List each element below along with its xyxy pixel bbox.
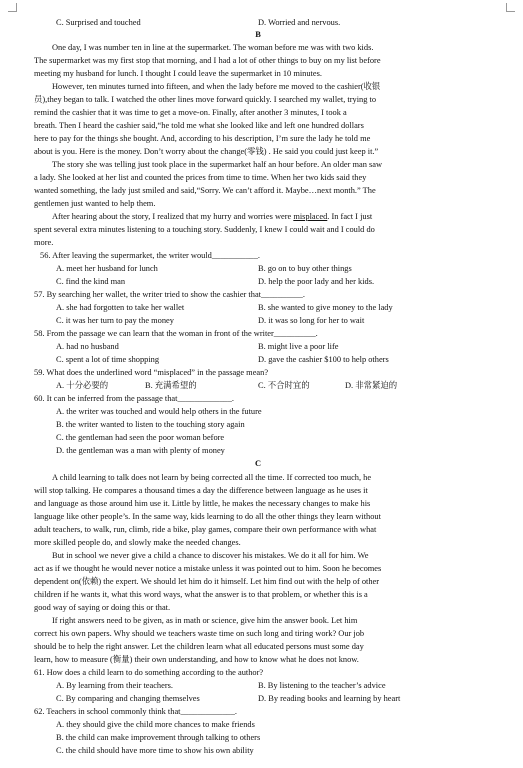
passage-b-line: meeting my husband for lunch. I thought I could leave the supermarket in 10 minutes. (34, 69, 322, 78)
passage-b-line: here to pay for the things she bought. And, according to his description, I’m sure the lady he told me (34, 134, 371, 143)
passage-c-line: act as if we thought he would never notice a mistake unless it was pointed out to him. Soon he becomes (34, 564, 382, 573)
passage-c-line: good way of saying or doing this or that. (34, 603, 171, 612)
passage-b-line: breath. Then I heard the cashier said,“he told me what she looked like and left one hundred dollars (34, 121, 364, 130)
crop-mark-top-right (506, 3, 515, 12)
q60-option-a[interactable]: A. the writer was touched and would help others in the future (56, 407, 262, 416)
q62-option-c[interactable]: C. the child should have more time to show his own ability (56, 746, 254, 755)
passage-b-line: gentlemen just wanted to help them. (34, 199, 156, 208)
passage-c-line: more skilled people do, and slowly make the needed changes. (34, 538, 241, 547)
crop-mark-top-left (8, 3, 17, 12)
q58-option-b[interactable]: B. might live a poor life (258, 342, 339, 351)
q59-option-d[interactable]: D. 非常紧迫的 (345, 381, 398, 390)
q61-option-d[interactable]: D. By reading books and learning by heart (258, 694, 401, 703)
q56-option-a[interactable]: A. meet her husband for lunch (56, 264, 158, 273)
passage-b-line: The supermarket was my first stop that morning, and I had a lot of other things to buy on my list before (34, 56, 381, 65)
question-stem-59: 59. What does the underlined word “misplaced” in the passage mean? (34, 368, 269, 377)
q62-option-a[interactable]: A. they should give the child more chances to make friends (56, 720, 255, 729)
option-d-previous[interactable]: D. Worried and nervous. (258, 18, 341, 27)
passage-c-line: language like other people’s. In the same way, kids learning to do all the other things they learn without (34, 512, 381, 521)
passage-b-line: spent several extra minutes listening to a touching story. Suddenly, I knew I could wait and I could do (34, 225, 375, 234)
q58-option-c[interactable]: C. spent a lot of time shopping (56, 355, 160, 364)
passage-b-line: remind the cashier that it was time to get a move-on. Finally, after another 3 minutes, I took a (34, 108, 347, 117)
q58-option-d[interactable]: D. gave the cashier $100 to help others (258, 355, 389, 364)
q56-option-d[interactable]: D. help the poor lady and her kids. (258, 277, 375, 286)
q57-option-c[interactable]: C. it was her turn to pay the money (56, 316, 174, 325)
passage-b-line: more. (34, 238, 54, 247)
q61-option-c[interactable]: C. By comparing and changing themselves (56, 694, 200, 703)
q59-option-a[interactable]: A. 十分必要的 (56, 381, 109, 390)
passage-c-line: If right answers need to be given, as in math or science, give him the answer book. Let him (52, 616, 358, 625)
passage-b-line: a lady. She looked at her list and counted the prices from time to time. When her two kids said they (34, 173, 367, 182)
q59-option-b[interactable]: B. 充满希望的 (145, 381, 197, 390)
passage-c-line: A child learning to talk does not learn by being corrected all the time. If corrected too much, he (52, 473, 372, 482)
passage-c-line: and language as those around him use it. Little by little, he makes the necessary changes to make his (34, 499, 371, 508)
passage-c-line: will stop talking. He compares a thousand times a day the difference between language as he uses it (34, 486, 368, 495)
passage-c-line: adult teachers, to walk, run, climb, ride a bike, play games, compare their own performance with what (34, 525, 377, 534)
q56-option-c[interactable]: C. find the kind man (56, 277, 126, 286)
section-heading-c: C (254, 459, 262, 468)
passage-c-line: learn, how to measure (衡量) their own understanding, and how to know what he does not know. (34, 655, 359, 664)
passage-b-line: 员),they began to talk. I watched the other lines move forward quickly. I searched my wallet, trying to (34, 95, 377, 104)
underlined-word-misplaced: misplaced (293, 212, 328, 221)
q61-option-b[interactable]: B. By listening to the teacher’s advice (258, 681, 386, 690)
q57-option-b[interactable]: B. she wanted to give money to the lady (258, 303, 393, 312)
passage-c-line: correct his own papers. Why should we teachers waste time on such long and tiring work? Our job (34, 629, 365, 638)
q58-option-a[interactable]: A. had no husband (56, 342, 119, 351)
question-stem-58: 58. From the passage we can learn that the woman in front of the writer__________. (34, 329, 318, 338)
q60-option-b[interactable]: B. the writer wanted to listen to the touching story again (56, 420, 245, 429)
passage-c-line: dependent on(依赖) the expert. We should let him do it himself. Let him find out with the help of other (34, 577, 380, 586)
passage-c-line: But in school we never give a child a chance to discover his mistakes. We do it all for him. We (52, 551, 369, 560)
option-c-previous[interactable]: C. Surprised and touched (56, 18, 141, 27)
passage-b-line: One day, I was number ten in line at the supermarket. The woman before me was with two kids. (52, 43, 374, 52)
question-stem-56: 56. After leaving the supermarket, the writer would___________. (40, 251, 261, 260)
question-stem-61: 61. How does a child learn to do something according to the author? (34, 668, 264, 677)
question-stem-62: 62. Teachers in school commonly think that_____________. (34, 707, 238, 716)
question-stem-60: 60. It can be inferred from the passage that_____________. (34, 394, 235, 403)
q61-option-a[interactable]: A. By learning from their teachers. (56, 681, 173, 690)
q59-option-c[interactable]: C. 不合时宜的 (258, 381, 310, 390)
passage-b-line: The story she was telling just took place in the supermarket half an hour before. An older man saw (52, 160, 383, 169)
q56-option-b[interactable]: B. go on to buy other things (258, 264, 352, 273)
passage-b-line: However, ten minutes turned into fifteen, and when the lady before me moved to the cashier(收银 (52, 82, 381, 91)
section-heading-b: B (255, 30, 261, 39)
q62-option-b[interactable]: B. the child can make improvement through talking to others (56, 733, 261, 742)
passage-b-line: about is you. Here is the money. Don’t worry about the change(零钱) . He said you could just keep it.” (34, 147, 379, 156)
passage-b-text: . In fact I just (327, 212, 373, 221)
passage-b-line: wanted something, the lady just smiled and said,“Sorry. We can’t afford it. Maybe…next month.” The (34, 186, 376, 195)
q60-option-c[interactable]: C. the gentleman had seen the poor woman before (56, 433, 225, 442)
q60-option-d[interactable]: D. the gentleman was a man with plenty of money (56, 446, 225, 455)
q57-option-d[interactable]: D. it was so long for her to wait (258, 316, 365, 325)
passage-c-line: children if he wants it, what this word ways, what the answer is to that problem, or whether this is a (34, 590, 368, 599)
passage-c-line: should be to help the right answer. Let the children learn what all educated persons must some day (34, 642, 364, 651)
passage-b-text: After hearing about the story, I realized that my hurry and worries were (52, 212, 294, 221)
passage-b-last-line-1 (34, 211, 482, 224)
q57-option-a[interactable]: A. she had forgotten to take her wallet (56, 303, 185, 312)
question-stem-57: 57. By searching her wallet, the writer tried to show the cashier that__________. (34, 290, 305, 299)
